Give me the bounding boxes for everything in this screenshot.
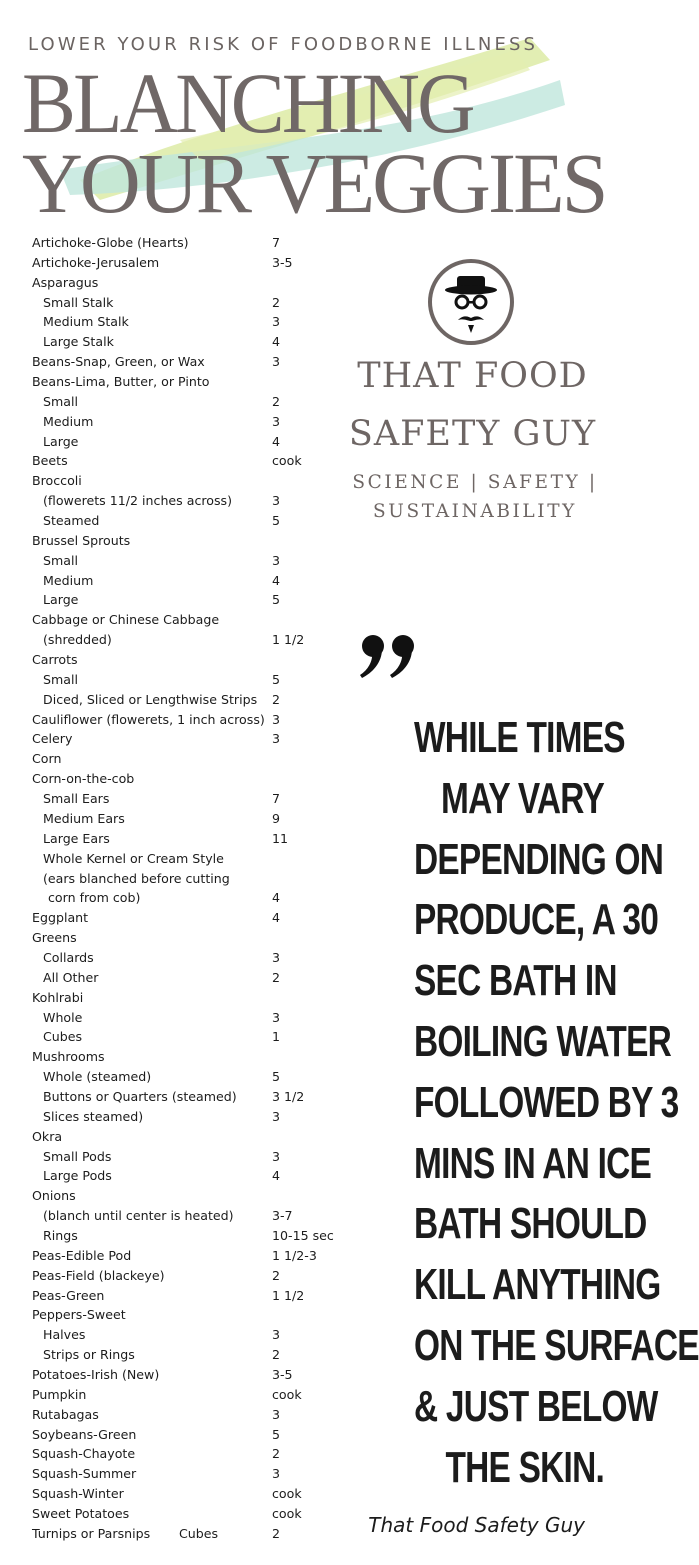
table-row xyxy=(32,332,342,352)
table-row xyxy=(32,710,342,730)
vegetable-name: Small xyxy=(43,552,78,568)
table-row xyxy=(32,690,342,710)
quote-line: KILL ANYTHING xyxy=(414,1260,661,1310)
quote-line: BOILING WATER xyxy=(414,1016,672,1066)
vegetable-name: (blanch until center is heated) xyxy=(43,1208,234,1224)
table-row xyxy=(32,630,342,650)
blanch-time: 2 xyxy=(272,1525,281,1541)
table-row xyxy=(32,1186,342,1206)
blanch-time: 4 xyxy=(272,433,281,449)
vegetable-name: Greens xyxy=(32,930,77,946)
table-row xyxy=(32,1226,342,1246)
vegetable-name: Beets xyxy=(32,453,68,469)
blanch-time: 3 xyxy=(272,552,281,568)
blanch-time: 3-7 xyxy=(272,1208,293,1224)
table-row xyxy=(32,1524,342,1544)
table-row xyxy=(32,670,342,690)
vegetable-name: Cauliflower (flowerets, 1 inch across) xyxy=(32,711,265,727)
table-row xyxy=(32,948,342,968)
table-row xyxy=(32,352,342,372)
vegetable-name: Large Pods xyxy=(43,1168,112,1184)
table-row xyxy=(32,829,342,849)
table-row xyxy=(32,1425,342,1445)
blanch-time: 3 xyxy=(272,731,281,747)
table-row xyxy=(32,849,342,869)
table-row xyxy=(32,610,342,630)
vegetable-name: Okra xyxy=(32,1128,63,1144)
blanch-time: 3 xyxy=(272,354,281,370)
vegetable-name: Large Ears xyxy=(43,830,110,846)
table-row xyxy=(32,531,342,551)
quote-line: MAY VARY xyxy=(440,773,604,823)
brand-name-line-1: THAT FOOD xyxy=(357,356,588,396)
vegetable-name: Whole (steamed) xyxy=(43,1069,152,1085)
blanch-time: 4 xyxy=(272,572,281,588)
blanch-time: 3 xyxy=(272,314,281,330)
table-row xyxy=(32,769,342,789)
blanching-times-table xyxy=(32,233,342,1544)
vegetable-name: Onions xyxy=(32,1188,76,1204)
vegetable-name: Sweet Potatoes xyxy=(32,1506,130,1521)
blanch-time: 3 1/2 xyxy=(272,1088,305,1104)
blanch-time: 5 xyxy=(272,592,281,608)
vegetable-name: Cubes xyxy=(43,1029,83,1045)
table-row xyxy=(32,1266,342,1286)
table-row xyxy=(32,253,342,273)
table-row xyxy=(32,650,342,670)
table-row xyxy=(32,511,342,531)
vegetable-name: Soybeans-Green xyxy=(32,1426,137,1442)
blanch-time: 1 xyxy=(272,1029,281,1045)
table-row xyxy=(32,1027,342,1047)
table-row xyxy=(32,1444,342,1464)
blanch-time: cook xyxy=(272,453,302,469)
vegetable-name: Pumpkin xyxy=(32,1386,87,1402)
blanch-time: 2 xyxy=(272,1347,281,1363)
table-row xyxy=(32,1008,342,1028)
page-subtitle: LOWER YOUR RISK OF FOODBORNE ILLNESS xyxy=(28,34,539,55)
page-title-line-1: BLANCHING xyxy=(22,55,473,151)
vegetable-name: Corn-on-the-cob xyxy=(32,771,135,787)
blanch-time: 2 xyxy=(272,691,281,707)
vegetable-name: Large Stalk xyxy=(43,334,114,350)
table-row xyxy=(32,1464,342,1484)
vegetable-name: Small xyxy=(43,393,78,409)
table-row xyxy=(32,1365,342,1385)
table-row xyxy=(32,809,342,829)
blanch-time: 4 xyxy=(272,890,281,906)
food-safety-guy-logo-icon xyxy=(427,258,515,346)
table-row xyxy=(32,789,342,809)
table-row xyxy=(32,1087,342,1107)
table-row xyxy=(32,1206,342,1226)
blanch-time: 3-5 xyxy=(272,1366,293,1382)
vegetable-name: Beans-Lima, Butter, or Pinto xyxy=(32,374,210,390)
table-row xyxy=(32,1067,342,1087)
blanch-time: 9 xyxy=(272,810,281,826)
blanch-time: 3 xyxy=(272,1327,281,1343)
vegetable-name: (shredded) xyxy=(43,632,112,648)
blanch-time: 2 xyxy=(272,393,281,409)
vegetable-name: Small Pods xyxy=(43,1148,112,1164)
vegetable-name: Peas-Field (blackeye) xyxy=(32,1267,165,1283)
vegetable-name: Small xyxy=(43,671,78,687)
vegetable-name: Whole Kernel or Cream Style xyxy=(43,850,224,866)
table-row xyxy=(32,1504,342,1524)
table-row xyxy=(32,293,342,313)
table-row xyxy=(32,571,342,591)
vegetable-name: Peas-Edible Pod xyxy=(32,1247,132,1263)
blanch-time: 3 xyxy=(272,1148,281,1164)
vegetable-name: Brussel Sprouts xyxy=(32,532,131,548)
blanch-time: 3 xyxy=(272,1009,281,1025)
blanch-time: 4 xyxy=(272,1168,281,1184)
page-title-line-2: YOUR VEGGIES xyxy=(22,135,606,231)
vegetable-name: Asparagus xyxy=(32,274,99,290)
table-row xyxy=(32,392,342,412)
vegetable-name: Halves xyxy=(43,1327,86,1343)
blanch-time: 3 xyxy=(272,711,281,727)
vegetable-name: Artichoke-Jerusalem xyxy=(32,254,160,270)
quotation-mark-icon xyxy=(360,633,418,679)
table-row xyxy=(32,1107,342,1127)
vegetable-name: Steamed xyxy=(43,513,100,529)
blanch-time: 2 xyxy=(272,1267,281,1283)
vegetable-name: Artichoke-Globe (Hearts) xyxy=(32,235,189,250)
table-row xyxy=(32,551,342,571)
blanch-time: 5 xyxy=(272,513,281,529)
vegetable-name: Diced, Sliced or Lengthwise Strips xyxy=(43,691,258,707)
table-row xyxy=(32,908,342,928)
table-row xyxy=(32,1345,342,1365)
table-row xyxy=(32,273,342,293)
vegetable-name: Small Stalk xyxy=(43,294,114,310)
quote-line: WHILE TIMES xyxy=(414,713,625,762)
vegetable-name: Large xyxy=(43,592,79,608)
blanch-time: cook xyxy=(272,1386,302,1402)
vegetable-name: Eggplant xyxy=(32,910,89,926)
table-row xyxy=(32,491,342,511)
blanch-time: 7 xyxy=(272,791,281,807)
vegetable-name: All Other xyxy=(43,969,99,985)
vegetable-name: Small Ears xyxy=(43,791,110,807)
vegetable-name: Whole xyxy=(43,1009,83,1025)
blanch-time: 10-15 sec xyxy=(272,1227,334,1243)
quote-line: THE SKIN. xyxy=(445,1442,604,1492)
vegetable-name: Medium xyxy=(43,413,94,429)
table-row xyxy=(32,471,342,491)
table-row xyxy=(32,312,342,332)
table-row xyxy=(32,988,342,1008)
table-row xyxy=(32,729,342,749)
vegetable-name: Medium Ears xyxy=(43,810,125,826)
table-row xyxy=(32,869,342,889)
quote-line: & JUST BELOW xyxy=(414,1381,658,1431)
blanch-time: 5 xyxy=(272,1426,281,1442)
brand-tagline-line-2: SUSTAINABILITY xyxy=(373,501,577,522)
vegetable-name: Collards xyxy=(43,949,94,965)
vegetable-name: Kohlrabi xyxy=(32,989,84,1005)
blanch-time: 3 xyxy=(272,493,281,509)
vegetable-name: Squash-Summer xyxy=(32,1466,137,1482)
blanch-time: 2 xyxy=(272,294,281,310)
quote-line: PRODUCE, A 30 xyxy=(414,895,659,945)
table-row xyxy=(32,1147,342,1167)
table-row xyxy=(32,928,342,948)
blanch-time: cook xyxy=(272,1506,302,1521)
vegetable-name: Medium Stalk xyxy=(43,314,129,330)
vegetable-name: Beans-Snap, Green, or Wax xyxy=(32,354,205,370)
table-row xyxy=(32,451,342,471)
table-row xyxy=(32,590,342,610)
table-row xyxy=(32,1385,342,1405)
brand-tagline-line-1: SCIENCE | SAFETY | xyxy=(352,472,598,493)
vegetable-name: Rutabagas xyxy=(32,1406,99,1422)
quote-line: SEC BATH IN xyxy=(414,956,617,1006)
blanch-time: 2 xyxy=(272,1446,281,1462)
blanch-time: 3 xyxy=(272,949,281,965)
table-row xyxy=(32,372,342,392)
vegetable-name: Buttons or Quarters (steamed) xyxy=(43,1088,237,1104)
table-row xyxy=(32,1047,342,1067)
table-row xyxy=(32,1286,342,1306)
blanch-time: 11 xyxy=(272,830,289,846)
table-row xyxy=(32,1405,342,1425)
vegetable-note: Cubes xyxy=(179,1525,219,1541)
blanch-time: 3-5 xyxy=(272,254,293,270)
vegetable-name: Potatoes-Irish (New) xyxy=(32,1366,160,1382)
blanch-time: 3 xyxy=(272,1466,281,1482)
vegetable-name: (ears blanched before cutting xyxy=(43,870,230,886)
vegetable-name: Turnips or Parsnips xyxy=(32,1525,151,1541)
blanch-time: 1 1/2-3 xyxy=(272,1247,317,1263)
vegetable-name: corn from cob) xyxy=(48,890,141,906)
vegetable-name: Medium xyxy=(43,572,94,588)
vegetable-name: Peas-Green xyxy=(32,1287,105,1303)
blanch-time: cook xyxy=(272,1486,302,1502)
table-row xyxy=(32,749,342,769)
table-row xyxy=(32,1166,342,1186)
quote-line: MINS IN AN ICE xyxy=(414,1138,652,1188)
vegetable-name: Slices steamed) xyxy=(43,1108,144,1124)
blanch-time: 1 1/2 xyxy=(272,1287,305,1303)
vegetable-name: Large xyxy=(43,433,79,449)
vegetable-name: Rings xyxy=(43,1227,78,1243)
vegetable-name: (flowerets 11/2 inches across) xyxy=(43,493,233,509)
table-row xyxy=(32,233,342,253)
quote-author: That Food Safety Guy xyxy=(368,1513,585,1537)
blanch-time: 5 xyxy=(272,671,281,687)
quote-line: DEPENDING ON xyxy=(414,834,664,884)
table-row xyxy=(32,1305,342,1325)
blanch-time: 7 xyxy=(272,235,281,250)
vegetable-name: Carrots xyxy=(32,652,78,668)
vegetable-name: Squash-Chayote xyxy=(32,1446,136,1462)
blanch-time: 1 1/2 xyxy=(272,632,305,648)
vegetable-name: Broccoli xyxy=(32,473,82,489)
vegetable-name: Strips or Rings xyxy=(43,1347,135,1363)
table-row xyxy=(32,1325,342,1345)
blanch-time: 4 xyxy=(272,910,281,926)
quote-text xyxy=(354,708,699,1498)
blanch-time: 3 xyxy=(272,1108,281,1124)
table-row xyxy=(32,432,342,452)
blanch-time: 4 xyxy=(272,334,281,350)
vegetable-name: Mushrooms xyxy=(32,1049,105,1065)
quote-line: FOLLOWED BY 3 xyxy=(414,1077,679,1127)
quote-line: BATH SHOULD xyxy=(414,1199,647,1249)
blanch-time: 2 xyxy=(272,969,281,985)
table-row xyxy=(32,412,342,432)
brand-name-line-2: SAFETY GUY xyxy=(348,414,597,454)
blanch-time: 3 xyxy=(272,1406,281,1422)
table-row xyxy=(32,1246,342,1266)
vegetable-name: Cabbage or Chinese Cabbage xyxy=(32,612,220,628)
quote-line: ON THE SURFACE xyxy=(414,1320,699,1370)
vegetable-name: Celery xyxy=(32,731,73,747)
table-row xyxy=(32,968,342,988)
blanch-time: 5 xyxy=(272,1069,281,1085)
vegetable-name: Corn xyxy=(32,751,62,767)
table-row xyxy=(32,1484,342,1504)
table-row xyxy=(32,1127,342,1147)
table-row xyxy=(32,888,342,908)
vegetable-name: Peppers-Sweet xyxy=(32,1307,126,1323)
vegetable-name: Squash-Winter xyxy=(32,1486,124,1502)
blanch-time: 3 xyxy=(272,413,281,429)
